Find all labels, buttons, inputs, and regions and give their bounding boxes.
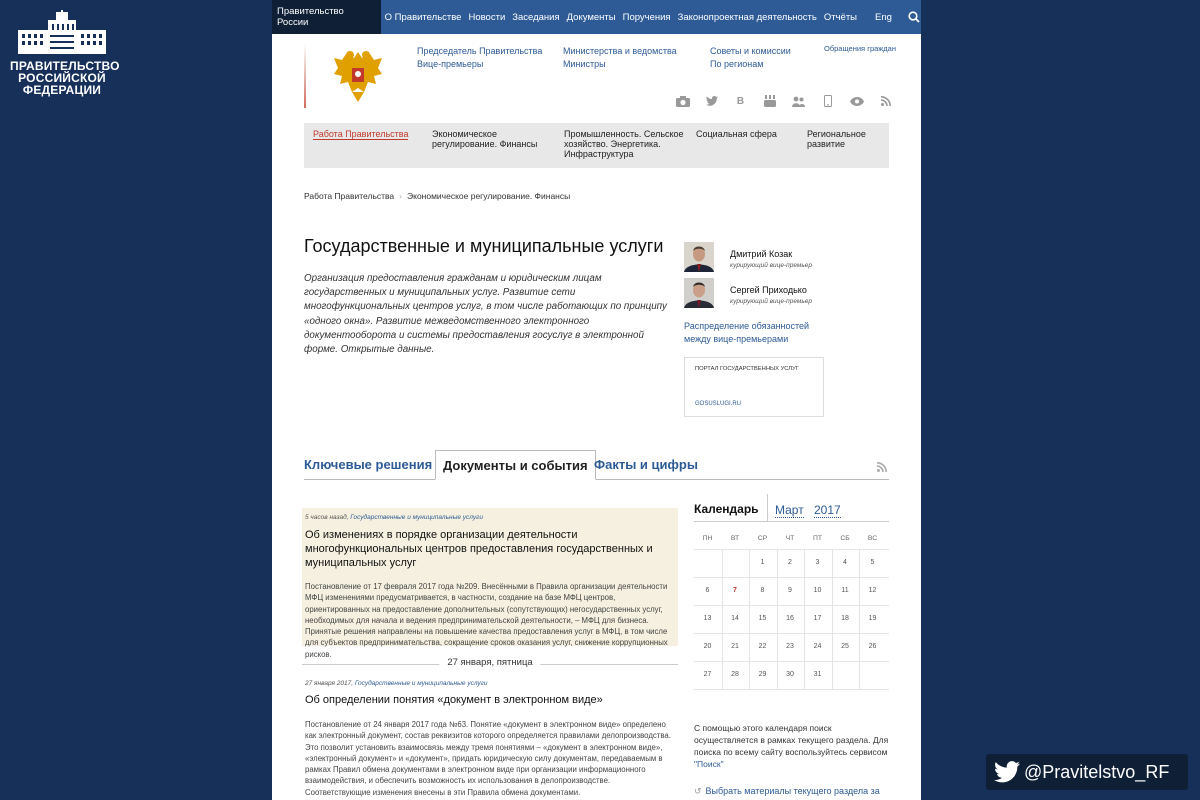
news-title[interactable]: Об определении понятия «документ в электронном виде»	[305, 694, 603, 706]
calendar-day[interactable]: 20	[703, 643, 712, 650]
calendar-year-select[interactable]: 2017	[814, 503, 841, 517]
date-separator	[302, 657, 678, 671]
gosuslugi-banner[interactable]	[684, 357, 824, 417]
news-item[interactable]	[305, 680, 677, 798]
curator-prikhodko[interactable]	[684, 278, 812, 308]
calendar-day[interactable]: 22	[758, 643, 767, 650]
news-meta	[305, 680, 677, 687]
logo-line-1: ПРАВИТЕЛЬСТВО	[10, 59, 120, 73]
link-ministers[interactable]: Министры	[563, 59, 606, 69]
topnav-meetings[interactable]: Заседания	[512, 11, 560, 23]
calendar-day[interactable]: 25	[841, 643, 849, 650]
section-navigation	[304, 123, 889, 168]
calendar-day[interactable]: 27	[703, 671, 712, 678]
chevron-right-icon: ›	[399, 191, 403, 201]
news-text: Постановление от 17 февраля 2017 года №209. Внесёнными в Правила организации деятельности МФЦ изменениями предусматривается, в частности, создание на базе МФЦ центров, ориентированных на предоставление дополнительных (сопутствующих) негосударственных услуг, необходимых для начала и ведения предпринимательской деятельности, – МФЦ для бизнеса. Принятые решения направлены на повышение качества предоставления услуг в МФЦ, в том числе для субъектов предпринимательства, сокращение сроков оказания услуг, снижение коррупционных рисков.	[305, 582, 668, 659]
link-regions[interactable]: По регионам	[710, 59, 764, 69]
calendar-weekday: ЧТ	[785, 535, 795, 542]
calendar-day[interactable]: 24	[813, 643, 822, 650]
subnav-regional[interactable]: Региональное развитие	[807, 129, 866, 149]
calendar-day[interactable]: 13	[703, 615, 712, 622]
calendar-day[interactable]: 3	[815, 559, 820, 566]
calendar-day[interactable]: 30	[786, 671, 794, 678]
calendar-weekday: ПН	[702, 535, 713, 542]
calendar-note	[694, 722, 889, 770]
calendar-header-divider	[767, 494, 768, 522]
link-deputy-pm[interactable]: Вице-премьеры	[417, 59, 484, 69]
news-time: 27 января 2017,	[305, 680, 354, 687]
news-time: 5 часов назад,	[305, 514, 349, 521]
calendar-day[interactable]: 14	[731, 615, 739, 622]
calendar-weekday: СР	[757, 535, 768, 542]
calendar	[694, 494, 889, 678]
calendar-day[interactable]: 29	[758, 671, 767, 678]
calendar-weekday: ВС	[867, 535, 878, 542]
breadcrumb-item-2[interactable]: Экономическое регулирование. Финансы	[407, 191, 571, 201]
calendar-day[interactable]: 21	[731, 643, 739, 650]
calendar-day[interactable]: 10	[813, 587, 822, 594]
twitter-bird-icon	[994, 761, 1020, 783]
calendar-day[interactable]: 16	[786, 615, 794, 622]
calendar-day[interactable]: 15	[758, 615, 767, 622]
content-tabs	[304, 450, 889, 480]
rss-icon[interactable]	[877, 459, 887, 477]
site-header	[272, 34, 921, 120]
tab-key-decisions[interactable]: Ключевые решения	[304, 457, 433, 472]
white-house-icon	[14, 10, 110, 56]
logo-line-2: РОССИЙСКОЙ	[18, 71, 106, 85]
vk-icon[interactable]: В	[736, 95, 745, 107]
portal-url: GOSUSLUGI.RU	[695, 401, 742, 407]
curator-name: Дмитрий Козак	[730, 249, 793, 259]
rss-icon[interactable]	[871, 94, 900, 108]
header-links-col2	[563, 45, 677, 71]
history-icon: ↺	[694, 786, 702, 796]
topnav-about[interactable]: О Правительстве	[384, 11, 462, 23]
calendar-day[interactable]: 11	[841, 587, 849, 594]
government-logo[interactable]	[10, 10, 120, 97]
page-title: Государственные и муниципальные услуги	[304, 236, 664, 256]
calendar-day[interactable]: 12	[868, 587, 877, 594]
avatar	[684, 242, 714, 272]
twitter-icon[interactable]	[697, 94, 726, 108]
twitter-handle: @Pravitelstvo_RF	[1024, 761, 1170, 782]
calendar-day[interactable]: 5	[870, 559, 875, 566]
calendar-day[interactable]: 9	[788, 587, 792, 594]
curator-kozak[interactable]	[684, 242, 812, 272]
calendar-month-select[interactable]: Март	[775, 503, 804, 517]
top-navigation	[272, 0, 921, 34]
people-icon[interactable]	[784, 94, 813, 108]
topnav-orders[interactable]: Поручения	[622, 11, 671, 23]
calendar-note-text: С помощью этого календаря поиск осуществляется в рамках текущего раздела. Для поиска по всему сайту воспользуйтесь сервисом	[694, 723, 889, 757]
tab-facts-figures[interactable]: Факты и цифры	[594, 457, 698, 472]
calendar-weekday: СБ	[840, 535, 850, 542]
responsibility-link-line1: Распределение обязанностей	[684, 321, 810, 331]
calendar-day[interactable]: 17	[813, 615, 822, 622]
link-chairman[interactable]: Председатель Правительства	[417, 46, 543, 56]
mobile-icon[interactable]	[813, 94, 842, 108]
search-icon[interactable]	[907, 10, 921, 24]
calendar-day[interactable]: 28	[731, 671, 739, 678]
calendar-day[interactable]: 26	[868, 643, 877, 650]
coat-of-arms-icon[interactable]	[328, 46, 388, 111]
link-councils[interactable]: Советы и комиссии	[710, 46, 791, 56]
date-separator-label: 27 января, пятница	[439, 657, 540, 668]
subnav-social[interactable]: Социальная сфера	[696, 129, 777, 139]
subnav-gov-work[interactable]: Работа Правительства	[313, 129, 409, 139]
twitter-badge[interactable]	[986, 754, 1188, 790]
news-text: Постановление от 24 января 2017 года №63. Понятие «документ в электронном виде» определено как электронный документ, состав реквизитов которого определяется правилами делопроизводства. Это позволит установить взаимосвязь между тремя понятиями – «документ в электронном виде», «электронный документ» и «документ», придать юридическую силу документам, передаваемым в рамках Правил обмена документами в электронном виде при организации информационного взаимодействия, и обеспечить возможность их использования в делопроизводстве. Соответствующие изменения внесены в эти Правила обмена документами.	[305, 720, 671, 797]
breadcrumb-item-1[interactable]: Работа Правительства	[304, 191, 395, 201]
news-title[interactable]: Об изменениях в порядке организации деятельности многофункциональных центров предоставления государственных и муниципальных услуг	[305, 529, 653, 569]
logo-line-3: ФЕДЕРАЦИИ	[22, 83, 102, 97]
news-meta	[305, 514, 674, 521]
curator-role: курирующий вице-премьер	[730, 262, 812, 269]
topnav-news[interactable]: Новости	[468, 11, 506, 23]
camera-icon[interactable]	[668, 94, 697, 108]
news-category[interactable]: Государственные и муниципальные услуги	[354, 680, 488, 687]
calendar-day[interactable]: 31	[813, 671, 822, 678]
calendar-day[interactable]: 2	[788, 559, 792, 566]
select-materials-label: Выбрать материалы текущего раздела за	[705, 786, 880, 796]
calendar-day[interactable]: 4	[843, 559, 847, 566]
topnav-lang[interactable]: Eng	[875, 11, 892, 23]
responsibility-link[interactable]	[684, 320, 809, 345]
topnav-reports[interactable]: Отчёты	[823, 11, 858, 23]
header-links-col1	[417, 45, 542, 71]
calendar-title: Календарь	[694, 502, 759, 516]
link-ministries[interactable]: Министерства и ведомства	[563, 46, 677, 56]
main-page	[272, 0, 921, 800]
tab-documents-events[interactable]: Документы и события	[435, 450, 596, 480]
calendar-day[interactable]: 6	[705, 587, 710, 594]
calendar-day[interactable]: 7	[733, 587, 737, 594]
social-icons	[668, 94, 900, 108]
topnav-legislation[interactable]: Законопроектная деятельность	[677, 11, 817, 23]
news-category[interactable]: Государственные и муниципальные услуги	[350, 514, 483, 521]
topnav-home[interactable]: Правительство России	[272, 0, 381, 34]
youtube-icon[interactable]	[755, 94, 784, 108]
calendar-header	[694, 494, 889, 522]
search-service-link[interactable]: "Поиск"	[694, 759, 724, 769]
calendar-gridline	[694, 689, 889, 690]
news-item[interactable]	[302, 508, 678, 659]
responsibility-link-line2: между вице-премьерами	[684, 333, 789, 344]
calendar-day[interactable]: 19	[868, 615, 877, 622]
calendar-day[interactable]: 1	[760, 559, 765, 566]
topnav-documents[interactable]: Документы	[566, 11, 616, 23]
curator-name: Сергей Приходько	[730, 285, 807, 295]
subnav-economy[interactable]: Экономическое регулирование. Финансы	[432, 129, 538, 149]
header-accent-line	[304, 44, 306, 108]
select-materials-link[interactable]	[694, 786, 880, 797]
subnav-industry[interactable]: Промышленность. Сельское хозяйство. Энергетика. Инфраструктура	[564, 129, 684, 159]
calendar-day[interactable]: 23	[786, 643, 794, 650]
calendar-weekday: ВТ	[730, 535, 740, 542]
calendar-day[interactable]: 18	[841, 615, 849, 622]
calendar-day[interactable]: 8	[760, 587, 765, 594]
eye-icon[interactable]	[842, 94, 871, 108]
page-description: Организация предоставления гражданам и юридическим лицам государственных и муниципальных услуг. Развитие сети многофункциональных центров услуг, в том числе работающих по принципу «одного окна». Развитие межведомственного электронного документооборота и системы предоставления госуслуг в электронной форме. Открытые данные.	[304, 273, 667, 356]
portal-title: ПОРТАЛ ГОСУДАРСТВЕННЫХ УСЛУГ	[695, 366, 799, 372]
curator-role: курирующий вице-премьер	[730, 298, 812, 305]
avatar	[684, 278, 714, 308]
link-appeals[interactable]: Обращения граждан	[824, 44, 896, 53]
calendar-weekday: ПТ	[812, 535, 823, 542]
header-links-col3	[710, 45, 791, 71]
breadcrumb	[304, 191, 570, 201]
